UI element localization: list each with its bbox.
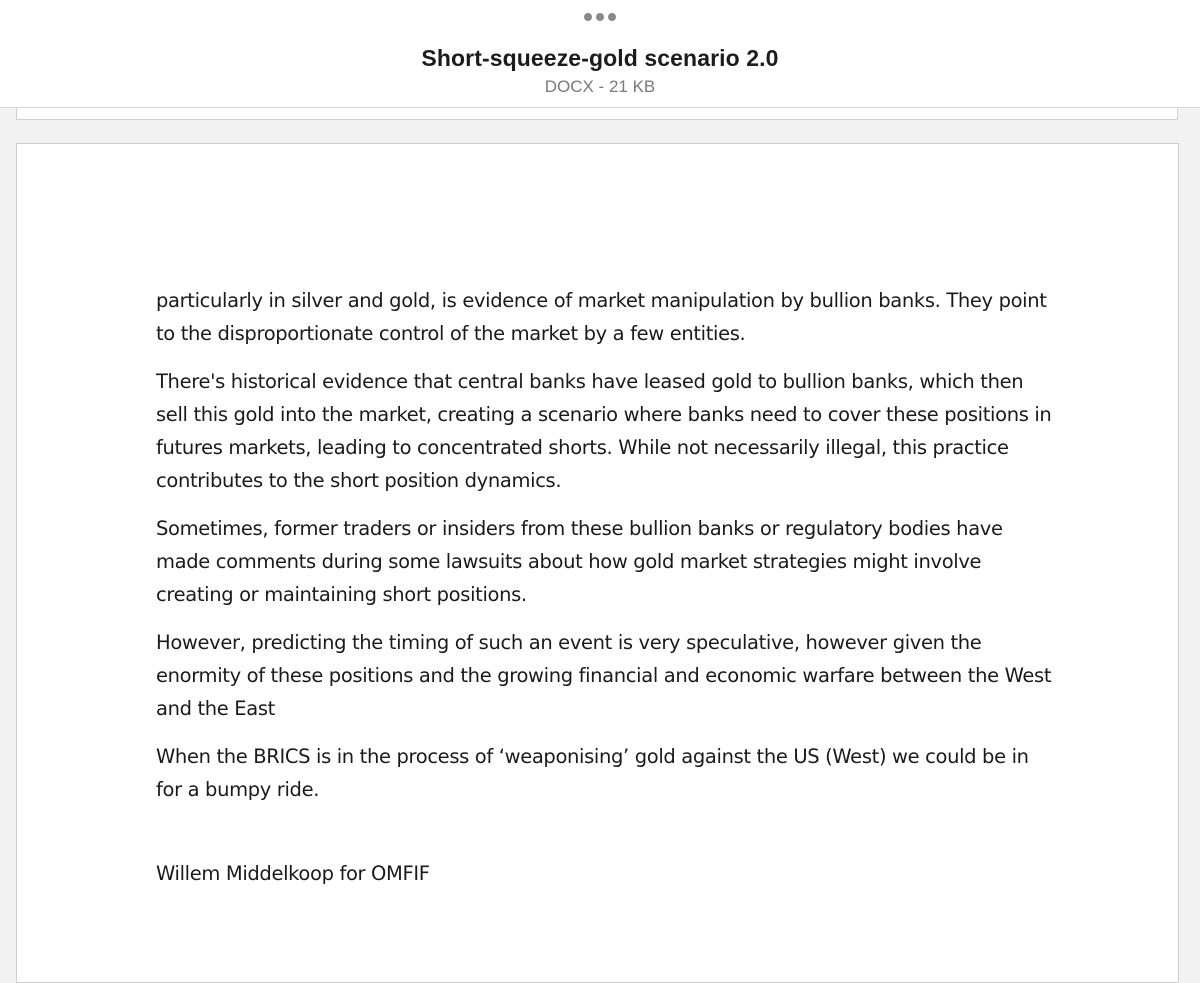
dot	[608, 13, 616, 21]
more-options-icon[interactable]	[580, 12, 620, 22]
page-content	[156, 284, 1056, 905]
document-meta: DOCX - 21 KB	[544, 77, 656, 96]
paragraph: particularly in silver and gold, is evidence of market manipulation by bullion banks. They point to the disproportionate control of the market by a few entities.	[156, 289, 1047, 345]
paragraph: Sometimes, former traders or insiders from these bullion banks or regulatory bodies have made comments during some lawsuits about how gold market strategies might involve creating or maintaining short positions.	[156, 517, 1003, 606]
paragraph: There's historical evidence that central banks have leased gold to bullion banks, which then sell this gold into the market, creating a scenario where banks need to cover these positions in futures markets, leading to concentrated shorts. While not necessarily illegal, this practice contributes to the short position dynamics.	[156, 370, 1052, 492]
paragraph: When the BRICS is in the process of ‘weaponising’ gold against the US (West) we could be in for a bumpy ride.	[156, 745, 1029, 801]
paragraph: However, predicting the timing of such an event is very speculative, however given the enormity of these positions and the growing financial and economic warfare between the West and the East	[156, 631, 1052, 720]
document-title: Short-squeeze-gold scenario 2.0	[421, 45, 779, 71]
dot	[584, 13, 592, 21]
document-page[interactable]	[16, 143, 1179, 983]
dot	[596, 13, 604, 21]
signature: Willem Middelkoop for OMFIF	[156, 862, 430, 885]
viewer-header	[0, 0, 1200, 108]
